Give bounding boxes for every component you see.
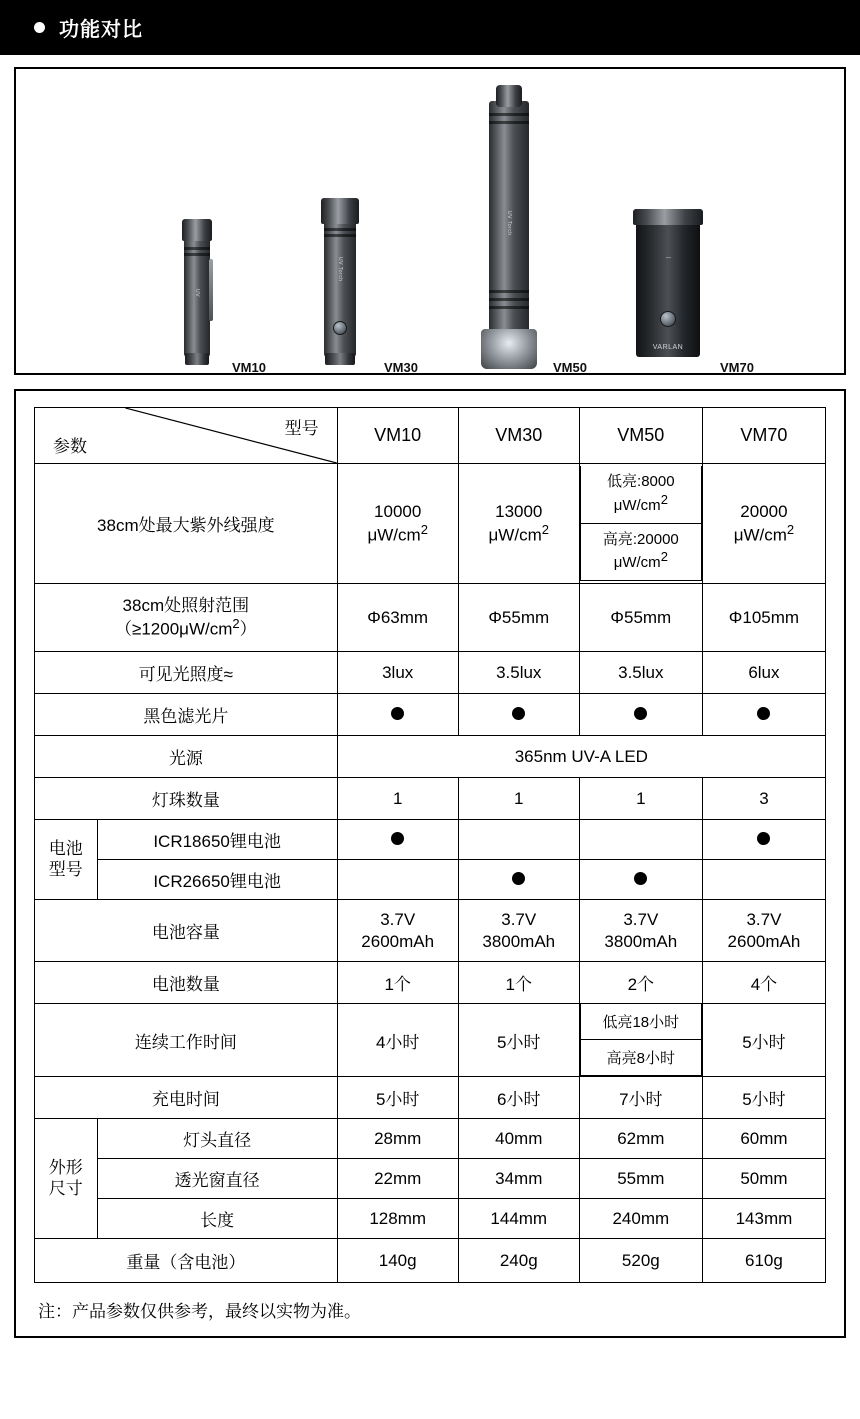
check-dot-icon (757, 707, 770, 720)
table-row-source (35, 736, 826, 778)
cell-18650-vm50 (579, 820, 702, 860)
intensity-vm10-unit: $\mu W/cm^2$ (367, 522, 428, 545)
cell-capacity-vm70: 3.7V 2600mAh (702, 900, 825, 962)
cell-26650-vm30 (458, 860, 579, 900)
check-dot-icon (634, 872, 647, 885)
table-row-battery-26650 (35, 860, 826, 900)
cell-weight-vm10: 140g (337, 1239, 458, 1283)
cell-head-vm50: 62mm (579, 1119, 702, 1159)
table-row-battery-18650 (35, 820, 826, 860)
intensity-vm10-value: 10000 (374, 501, 422, 521)
intensity-vm50-low: 低亮:8000 μW/cm2 (580, 466, 701, 523)
cell-window-vm70: 50mm (702, 1159, 825, 1199)
table-row-runtime (35, 1004, 826, 1077)
check-dot-icon (634, 707, 647, 720)
intensity-vm50-split (580, 466, 702, 581)
cell-intensity-vm50 (579, 464, 702, 584)
cell-charge-vm10: 5小时 (337, 1077, 458, 1119)
row-label-runtime: 连续工作时间 (35, 1004, 338, 1077)
row-label-capacity: 电池容量 (35, 900, 338, 962)
check-dot-icon (512, 707, 525, 720)
row-label-intensity: 38cm处最大紫外线强度 (35, 464, 338, 584)
model-header-vm70: VM70 (702, 408, 825, 464)
battery-26650-name: ICR26650锂电池 (97, 860, 337, 900)
cell-filter-vm10 (337, 694, 458, 736)
cell-18650-vm70 (702, 820, 825, 860)
table-row-capacity (35, 900, 826, 962)
battery-18650-name: ICR18650锂电池 (97, 820, 337, 860)
table-row-weight (35, 1239, 826, 1283)
product-label-vm70: VM70 (720, 360, 754, 375)
spec-table (34, 407, 826, 1283)
cell-length-vm70: 143mm (702, 1199, 825, 1239)
runtime-vm50-low: 低亮18小时 (580, 1004, 701, 1040)
table-row-battery-count (35, 962, 826, 1004)
product-image-vm10: UV VM10 (166, 213, 286, 373)
row-label-battery-type: 电池 型号 (35, 820, 98, 900)
dimension-name-length: 长度 (97, 1199, 337, 1239)
row-label-weight: 重量（含电池） (35, 1239, 338, 1283)
intensity-vm70-value: 20000 (740, 501, 788, 521)
cell-head-vm30: 40mm (458, 1119, 579, 1159)
cell-weight-vm30: 240g (458, 1239, 579, 1283)
row-label-source: 光源 (35, 736, 338, 778)
cell-lux-vm70: 6lux (702, 652, 825, 694)
cell-18650-vm10 (337, 820, 458, 860)
table-header-row (35, 408, 826, 464)
cell-filter-vm30 (458, 694, 579, 736)
cell-beads-vm50: 1 (579, 778, 702, 820)
table-row-length (35, 1199, 826, 1239)
cell-count-vm50: 2个 (579, 962, 702, 1004)
check-dot-icon (391, 832, 404, 845)
cell-runtime-vm30: 5小时 (458, 1004, 579, 1077)
cell-range-vm10: Φ63mm (337, 584, 458, 652)
product-label-vm50: VM50 (553, 360, 587, 375)
cell-count-vm10: 1个 (337, 962, 458, 1004)
product-image-vm30: UV Torch VM30 (316, 193, 446, 373)
model-header-vm10: VM10 (337, 408, 458, 464)
cell-intensity-vm10 (337, 464, 458, 584)
table-row-window-diameter (35, 1159, 826, 1199)
cell-head-vm70: 60mm (702, 1119, 825, 1159)
cell-filter-vm50 (579, 694, 702, 736)
table-footnote: 注：产品参数仅供参考，最终以实物为准。 (38, 1302, 361, 1321)
cell-filter-vm70 (702, 694, 825, 736)
corner-model-label: 型号 (284, 419, 319, 438)
cell-range-vm50: Φ55mm (579, 584, 702, 652)
intensity-vm70-unit: $\mu W/cm^2$ (733, 522, 795, 545)
corner-param-label: 参数 (53, 437, 87, 456)
cell-length-vm10: 128mm (337, 1199, 458, 1239)
model-header-vm30: VM30 (458, 408, 579, 464)
cell-length-vm50: 240mm (579, 1199, 702, 1239)
table-corner-cell (35, 408, 338, 464)
runtime-vm50-high: 高亮8小时 (580, 1040, 701, 1076)
cell-beads-vm10: 1 (337, 778, 458, 820)
bullet-dot-icon (34, 22, 45, 33)
cell-charge-vm70: 5小时 (702, 1077, 825, 1119)
product-label-vm30: VM30 (384, 360, 418, 375)
table-row-filter (35, 694, 826, 736)
product-engraving: UV Torch (506, 211, 512, 236)
cell-range-vm70: Φ105mm (702, 584, 825, 652)
cell-lux-vm50: 3.5lux (579, 652, 702, 694)
cell-charge-vm50: 7小时 (579, 1077, 702, 1119)
cell-capacity-vm30: 3.7V 3800mAh (458, 900, 579, 962)
cell-weight-vm50: 520g (579, 1239, 702, 1283)
dimension-name-head: 灯头直径 (97, 1119, 337, 1159)
row-label-charge: 充电时间 (35, 1077, 338, 1119)
product-brand: VARLAN (652, 344, 684, 351)
check-dot-icon (757, 832, 770, 845)
product-image-vm70: | VARLAN VM70 (624, 203, 774, 373)
table-row-range (35, 584, 826, 652)
cell-runtime-vm70: 5小时 (702, 1004, 825, 1077)
spec-table-panel (14, 389, 846, 1338)
cell-count-vm70: 4个 (702, 962, 825, 1004)
cell-length-vm30: 144mm (458, 1199, 579, 1239)
cell-window-vm50: 55mm (579, 1159, 702, 1199)
product-label-vm10: VM10 (232, 360, 266, 375)
cell-head-vm10: 28mm (337, 1119, 458, 1159)
cell-capacity-vm50: 3.7V 3800mAh (579, 900, 702, 962)
cell-runtime-vm10: 4小时 (337, 1004, 458, 1077)
table-row-head-diameter (35, 1119, 826, 1159)
cell-lux-vm30: 3.5lux (458, 652, 579, 694)
section-header (0, 0, 860, 55)
cell-beads-vm30: 1 (458, 778, 579, 820)
cell-window-vm30: 34mm (458, 1159, 579, 1199)
cell-count-vm30: 1个 (458, 962, 579, 1004)
cell-source-all: 365nm UV-A LED (337, 736, 825, 778)
row-label-filter: 黑色滤光片 (35, 694, 338, 736)
check-dot-icon (512, 872, 525, 885)
page-title: 功能对比 (59, 19, 143, 41)
intensity-vm30-unit: $\mu W/cm^2$ (488, 522, 549, 545)
intensity-vm50-high: 高亮:20000 μW/cm2 (580, 523, 701, 581)
cell-26650-vm50 (579, 860, 702, 900)
cell-18650-vm30 (458, 820, 579, 860)
cell-intensity-vm70 (702, 464, 825, 584)
cell-range-vm30: Φ55mm (458, 584, 579, 652)
runtime-vm50-split (580, 1004, 702, 1076)
product-image-vm50 (471, 93, 611, 373)
cell-charge-vm30: 6小时 (458, 1077, 579, 1119)
intensity-vm30-value: 13000 (495, 501, 543, 521)
row-label-lux: 可见光照度≈ (35, 652, 338, 694)
table-row-beads (35, 778, 826, 820)
table-row-intensity (35, 464, 826, 584)
cell-capacity-vm10: 3.7V 2600mAh (337, 900, 458, 962)
cell-26650-vm70 (702, 860, 825, 900)
cell-window-vm10: 22mm (337, 1159, 458, 1199)
check-dot-icon (391, 707, 404, 720)
cell-lux-vm10: 3lux (337, 652, 458, 694)
table-row-charge (35, 1077, 826, 1119)
cell-26650-vm10 (337, 860, 458, 900)
row-label-battery-count: 电池数量 (35, 962, 338, 1004)
model-header-vm50: VM50 (579, 408, 702, 464)
cell-intensity-vm30 (458, 464, 579, 584)
row-label-beads: 灯珠数量 (35, 778, 338, 820)
cell-weight-vm70: 610g (702, 1239, 825, 1283)
row-label-range: 38cm处照射范围 $(\ge 1200\mu W/cm^2)$ (35, 584, 338, 652)
table-row-lux (35, 652, 826, 694)
row-label-dimensions: 外形 尺寸 (35, 1119, 98, 1239)
cell-beads-vm70: 3 (702, 778, 825, 820)
cell-runtime-vm50 (579, 1004, 702, 1077)
product-photo-panel (14, 67, 846, 375)
dimension-name-window: 透光窗直径 (97, 1159, 337, 1199)
